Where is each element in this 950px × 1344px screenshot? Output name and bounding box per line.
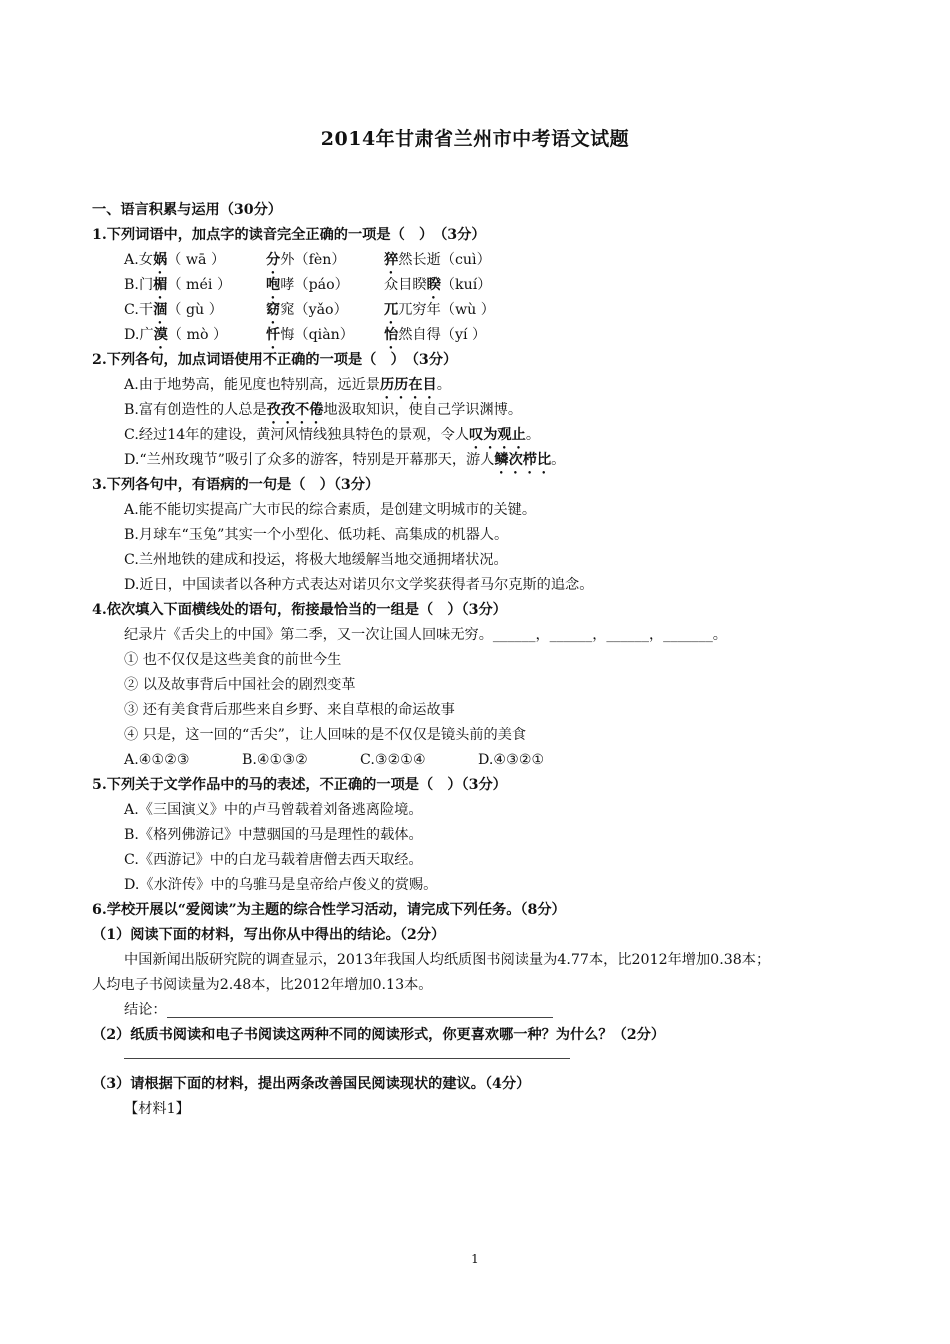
q6-part-3: （3）请根据下面的材料，提出两条改善国民阅读现状的建议。（4分） xyxy=(92,1076,531,1092)
q4-sentence-3: ③ 还有美食背后那些来自乡野、来自草根的命运故事 xyxy=(124,702,455,718)
q4-sentence-4: ④ 只是，这一回的“舌尖”，让人回味的是不仅仅是镜头前的美食 xyxy=(124,727,527,743)
q2-option-c: C.经过14年的建设，黄河风情线独具特色的景观，令人叹为观止。 xyxy=(124,427,541,443)
q5-option-a: A.《三国演义》中的卢马曾载着刘备逃离险境。 xyxy=(124,802,423,818)
page-title: 2014年甘肃省兰州市中考语文试题 xyxy=(320,128,630,150)
q2-option-d: D.“兰州玫瑰节”吸引了众多的游客，特别是开幕那天，游人鳞次栉比。 xyxy=(124,452,566,468)
q4-passage: 纪录片《舌尖上的中国》第二季，又一次让国人回味无穷。______，______，______，_______。 xyxy=(124,627,727,643)
q6-part-1: （1）阅读下面的材料，写出你从中得出的结论。（2分） xyxy=(92,927,446,943)
q1-option-a: A.女娲（ wā ） 分外（fèn） 猝然长逝（cuì） xyxy=(124,252,491,268)
conclusion-label: 结论： xyxy=(124,1002,167,1018)
question-2-stem: 2.下列各句，加点词语使用不正确的一项是（ ） （3分） xyxy=(92,352,458,368)
q5-option-b: B.《格列佛游记》中慧骃国的马是理性的载体。 xyxy=(124,827,423,843)
q6-part-2-answer-row xyxy=(92,1048,872,1068)
q3-option-a: A.能不能切实提高广大市民的综合素质，是创建文明城市的关键。 xyxy=(124,502,537,518)
q3-option-b: B.月球车“玉兔”其实一个小型化、低功耗、高集成的机器人。 xyxy=(124,527,509,543)
q4-sentence-1: ① 也不仅仅是这些美食的前世今生 xyxy=(124,652,342,668)
q1-option-b: B.门楣（ méi ） 咆哮（páo） 众目睽睽（kuí） xyxy=(124,277,492,293)
q5-option-c: C.《西游记》中的白龙马载着唐僧去西天取经。 xyxy=(124,852,423,868)
question-5-stem: 5.下列关于文学作品中的马的表述，不正确的一项是（ ）（3分） xyxy=(92,777,507,793)
q6-material-line-1: 中国新闻出版研究院的调查显示，2013年我国人均纸质图书阅读量为4.77本，比2012年增加0.38本； xyxy=(124,952,771,968)
q1-option-d: D.广漠（ mò ） 忏悔（qiàn） 怡然自得（yí ） xyxy=(124,327,487,343)
page-number: 1 xyxy=(471,1252,479,1266)
conclusion-answer-line[interactable] xyxy=(167,1001,553,1018)
q6-conclusion-row xyxy=(92,998,872,1023)
section-heading: 一、语言积累与运用（30分） xyxy=(92,202,282,218)
q6-material-heading: 【材料1】 xyxy=(124,1101,190,1117)
question-6-stem: 6.学校开展以“爱阅读”为主题的综合性学习活动，请完成下列任务。（8分） xyxy=(92,902,566,918)
exam-content xyxy=(92,198,872,1122)
q6-part-2: （2）纸质书阅读和电子书阅读这两种不同的阅读形式，你更喜欢哪一种？为什么？（2分） xyxy=(92,1027,666,1043)
question-1-stem: 1.下列词语中，加点字的读音完全正确的一项是（ ） （3分） xyxy=(92,227,486,243)
q3-option-c: C.兰州地铁的建成和投运，将极大地缓解当地交通拥堵状况。 xyxy=(124,552,508,568)
q3-option-d: D.近日，中国读者以各种方式表达对诺贝尔文学奖获得者马尔克斯的追念。 xyxy=(124,577,594,593)
q6-material-line-2: 人均电子书阅读量为2.48本，比2012年增加0.13本。 xyxy=(92,977,433,993)
q4-sentence-2: ② 以及故事背后中国社会的剧烈变革 xyxy=(124,677,356,693)
q1-option-c: C.干涸（ gù ） 窈窕（yǎo） 兀兀穷年（wù ） xyxy=(124,302,495,318)
q2-option-a: A.由于地势高，能见度也特别高，远近景历历在目。 xyxy=(124,377,451,393)
question-3-stem: 3.下列各句中，有语病的一句是（ ）（3分） xyxy=(92,477,380,493)
q2-option-b: B.富有创造性的人总是孜孜不倦地汲取知识，使自己学识渊博。 xyxy=(124,402,523,418)
q4-options: A.④①②③ B.④①③② C.③②①④ D.④③②① xyxy=(124,752,545,768)
question-4-stem: 4.依次填入下面横线处的语句，衔接最恰当的一组是（ ）（3分） xyxy=(92,602,507,618)
part-2-answer-line[interactable] xyxy=(124,1048,570,1059)
q5-option-d: D.《水浒传》中的乌骓马是皇帝给卢俊义的赏赐。 xyxy=(124,877,438,893)
